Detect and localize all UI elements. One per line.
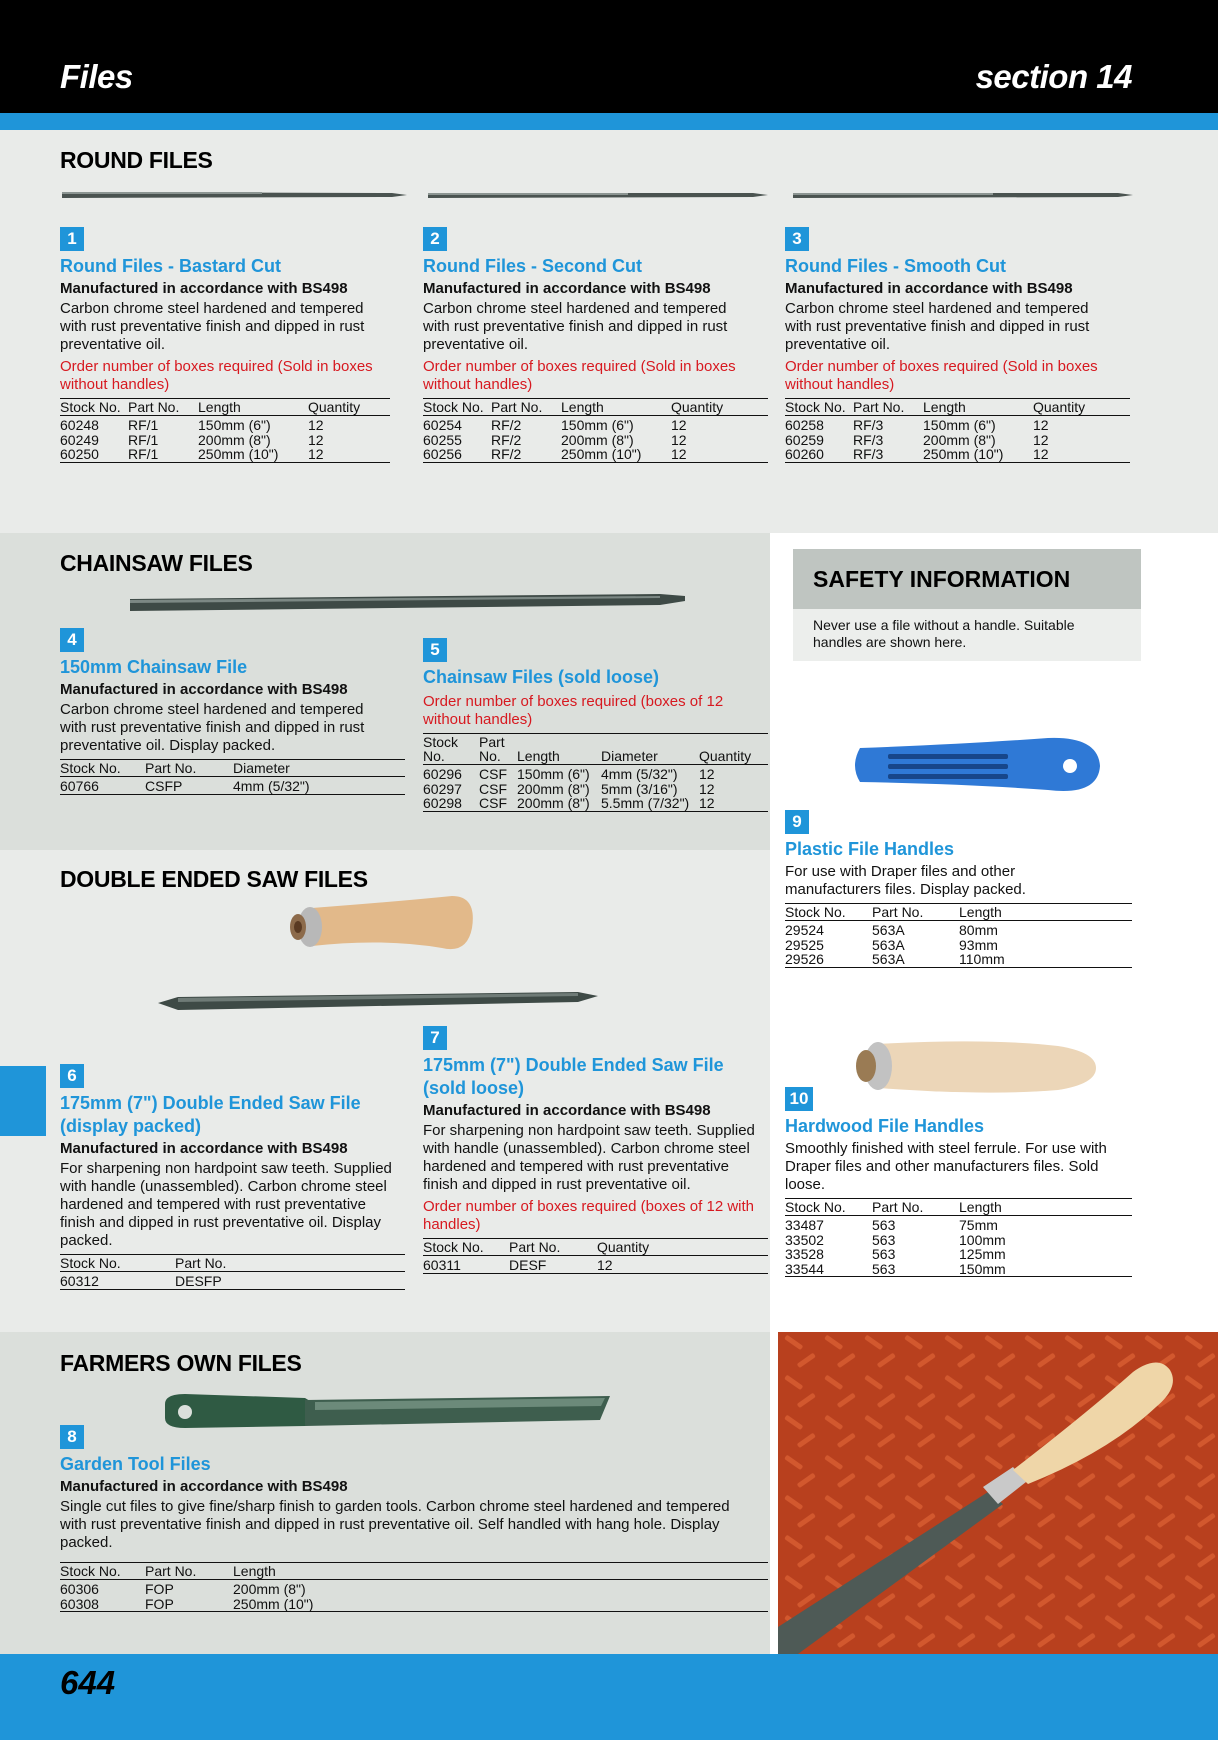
product-description: For use with Draper files and other manufacturers files. Display packed. (785, 863, 1026, 898)
column-header: Stock No. (785, 399, 853, 416)
column-header: Quantity (308, 399, 390, 416)
product-number: 5 (423, 638, 447, 662)
product-8 (60, 1425, 768, 1612)
section-title-chainsaw: CHAINSAW FILES (60, 550, 253, 576)
product-table (60, 398, 390, 463)
table-cell: 12 (308, 417, 324, 433)
column-header: Length (561, 399, 671, 416)
product-description: Carbon chrome steel hardened and tempered with rust preventative finish and dipped in rust preventative oil. Display packed. (60, 701, 365, 754)
table-cell: 60256 (423, 447, 491, 462)
table-row (785, 416, 1130, 433)
product-table (785, 903, 1132, 968)
table-cell: 12 (1033, 417, 1049, 433)
table-cell: 60306 (60, 1581, 99, 1597)
page-title: Files (60, 58, 133, 95)
table-cell: 75mm (959, 1217, 998, 1233)
order-note: Order number of boxes required (Sold in boxes without handles) (423, 358, 736, 393)
file-in-use-photo (778, 1332, 1218, 1654)
double-ended-file-image (158, 988, 598, 1014)
table-cell: RF/1 (128, 447, 198, 462)
column-header: Quantity (671, 399, 768, 416)
column-header: Part No. (491, 399, 561, 416)
table-cell: 29524 (785, 922, 824, 938)
table-row (60, 416, 390, 433)
product-9 (785, 810, 1132, 968)
table-cell: 60766 (60, 777, 145, 795)
column-header: Diameter (601, 734, 699, 765)
column-header: Part No. (128, 399, 198, 416)
table-row (60, 777, 405, 795)
product-number: 6 (60, 1064, 84, 1088)
table-row (60, 1580, 768, 1597)
product-standard: Manufactured in accordance with BS498 (60, 280, 348, 297)
table-cell: 563A (872, 952, 959, 967)
product-table (423, 398, 768, 463)
column-header: Part No. (872, 1199, 959, 1216)
table-row (785, 433, 1130, 448)
table-cell: 200mm (8") (517, 780, 590, 797)
safety-title: SAFETY INFORMATION (793, 549, 1141, 609)
order-note: Order number of boxes required (Sold in boxes without handles) (60, 358, 373, 393)
header-stripe (0, 113, 1218, 130)
table-cell: 150mm (959, 1262, 1132, 1277)
table-cell: 200mm (8") (923, 431, 996, 448)
table-cell: 33502 (785, 1231, 824, 1248)
table-cell: RF/1 (128, 431, 159, 448)
product-table (60, 1562, 768, 1612)
product-title: 150mm Chainsaw File (60, 657, 248, 677)
product-number: 7 (423, 1026, 447, 1050)
product-number: 4 (60, 628, 84, 652)
header-bar (0, 0, 1218, 113)
order-note: Order number of boxes required (Sold in boxes without handles) (785, 358, 1098, 393)
column-header: Stock No. (785, 1199, 872, 1216)
column-header: Quantity (1033, 399, 1130, 416)
product-table (785, 1198, 1132, 1277)
table-cell: 200mm (8") (233, 1581, 306, 1597)
column-header: Stock No. (423, 1239, 509, 1256)
table-row (785, 952, 1132, 967)
table-cell: 150mm (6") (198, 417, 271, 433)
column-header: Length (959, 1199, 1132, 1216)
table-cell: 60255 (423, 431, 462, 448)
section-label: section 14 (975, 58, 1132, 95)
table-row (785, 1247, 1132, 1262)
table-row (60, 433, 390, 448)
table-cell: 60297 (423, 780, 462, 797)
section-title-round: ROUND FILES (60, 147, 213, 173)
table-cell: RF/3 (853, 431, 884, 448)
product-description: Carbon chrome steel hardened and tempered with rust preventative finish and dipped in rust preventative oil. (423, 300, 728, 353)
footer-bar (0, 1654, 1218, 1740)
round-file-image-3 (793, 188, 1133, 202)
table-cell: 12 (671, 447, 768, 462)
table-cell: 200mm (8") (517, 796, 601, 811)
table-cell: 60296 (423, 766, 462, 782)
table-cell: 12 (699, 780, 715, 797)
table-row (60, 447, 390, 462)
table-cell: 150mm (6") (561, 417, 634, 433)
product-4 (60, 628, 405, 795)
table-row (785, 1216, 1132, 1233)
section-tab (0, 1066, 46, 1136)
column-header: Length (517, 734, 601, 765)
column-header: Stock No. (60, 399, 128, 416)
table-cell: 33487 (785, 1217, 824, 1233)
table-cell: 60254 (423, 417, 462, 433)
table-row (785, 921, 1132, 938)
column-header: Part No. (175, 1255, 405, 1272)
table-row (423, 765, 768, 782)
product-table (60, 759, 405, 795)
product-2 (423, 227, 768, 463)
column-header: Part No. (145, 1563, 233, 1580)
table-cell: 33544 (785, 1262, 872, 1277)
table-cell: FOP (145, 1597, 233, 1612)
table-row (785, 447, 1130, 462)
chainsaw-file-image (130, 592, 685, 616)
table-cell: 12 (671, 417, 687, 433)
table-cell: 60260 (785, 447, 853, 462)
table-cell: RF/2 (491, 447, 561, 462)
product-number: 8 (60, 1425, 84, 1449)
table-cell: 563 (872, 1231, 896, 1248)
table-cell: CSFP (145, 777, 233, 795)
order-note: Order number of boxes required (boxes of 12 without handles) (423, 693, 724, 728)
table-cell: 250mm (10") (233, 1597, 768, 1612)
table-cell: 150mm (6") (923, 417, 996, 433)
table-cell: RF/3 (853, 447, 923, 462)
column-header: Stock No. (785, 904, 872, 921)
table-cell: 563A (872, 936, 905, 953)
table-cell: FOP (145, 1581, 174, 1597)
product-number: 3 (785, 227, 809, 251)
order-note: Order number of boxes required (boxes of 12 with handles) (423, 1198, 755, 1233)
column-header: Part No. (872, 904, 959, 921)
column-header: Stock No. (60, 1563, 145, 1580)
table-cell: CSF (479, 796, 517, 811)
table-cell: 29526 (785, 952, 872, 967)
product-1 (60, 227, 390, 463)
column-header: Stock No. (60, 760, 145, 777)
table-cell: 60311 (423, 1256, 509, 1274)
product-title: 175mm (7") Double Ended Saw File (sold loose) (423, 1055, 724, 1098)
table-row (423, 796, 768, 811)
table-cell: 4mm (5/32") (601, 766, 678, 782)
product-number: 9 (785, 810, 809, 834)
product-number: 2 (423, 227, 447, 251)
table-cell: 4mm (5/32") (233, 777, 405, 795)
table-cell: 60259 (785, 431, 824, 448)
column-header: Length (959, 904, 1132, 921)
table-cell: 563 (872, 1246, 896, 1262)
table-cell: 5mm (3/16") (601, 780, 678, 797)
product-standard: Manufactured in accordance with BS498 (60, 1478, 348, 1495)
table-row (785, 938, 1132, 953)
table-cell: 60249 (60, 431, 99, 448)
plastic-handle-image (848, 730, 1103, 805)
table-cell: 12 (597, 1256, 768, 1274)
product-description: For sharpening non hardpoint saw teeth. Supplied with handle (unassembled). Carbon chrome steel hardened and tempered with rust preventative finish and dipped in rust preventative oil. (423, 1122, 755, 1193)
table-cell: 110mm (959, 952, 1132, 967)
product-title: Round Files - Bastard Cut (60, 256, 282, 276)
table-cell: 563 (872, 1217, 896, 1233)
table-cell: 12 (671, 431, 687, 448)
table-cell: 150mm (6") (517, 766, 590, 782)
column-header: Stock No. (60, 1255, 175, 1272)
table-cell: 12 (308, 431, 324, 448)
table-cell: 12 (699, 766, 715, 782)
table-cell: RF/3 (853, 417, 884, 433)
table-cell: 12 (699, 796, 768, 811)
column-header: Part No. (479, 734, 517, 765)
column-header: Part No. (509, 1239, 597, 1256)
product-6 (60, 1064, 405, 1290)
product-title: Hardwood File Handles (785, 1116, 985, 1136)
table-cell: 60258 (785, 417, 824, 433)
product-number: 10 (785, 1087, 813, 1111)
section-title-double: DOUBLE ENDED SAW FILES (60, 866, 368, 892)
product-title: Round Files - Smooth Cut (785, 256, 1006, 276)
table-cell: 200mm (8") (198, 431, 271, 448)
table-cell: RF/2 (491, 417, 522, 433)
table-cell: DESF (509, 1256, 597, 1274)
wooden-handle-image (272, 888, 482, 968)
product-title: Round Files - Second Cut (423, 256, 642, 276)
table-cell: 80mm (959, 922, 998, 938)
table-cell: 125mm (959, 1246, 1006, 1262)
table-cell: CSF (479, 766, 507, 782)
product-description: Carbon chrome steel hardened and tempered with rust preventative finish and dipped in rust preventative oil. (785, 300, 1090, 353)
product-title: Garden Tool Files (60, 1454, 211, 1474)
safety-text: Never use a file without a handle. Suitable handles are shown here. (813, 617, 1075, 650)
table-row (785, 1262, 1132, 1277)
photo-illustration (778, 1332, 1218, 1654)
table-cell: 33528 (785, 1246, 824, 1262)
table-row (423, 416, 768, 433)
table-cell: 93mm (959, 936, 998, 953)
round-file-image-2 (428, 188, 768, 202)
product-description: Single cut files to give fine/sharp finish to garden tools. Carbon chrome steel hardened and tempered with rust preventative finish and dipped in rust preventative oil. Self handled with hang hole. Display packed. (60, 1498, 730, 1551)
table-row (423, 782, 768, 797)
table-cell: 12 (308, 447, 390, 462)
table-cell: 250mm (10") (923, 447, 1033, 462)
product-table (423, 733, 768, 812)
product-number: 1 (60, 227, 84, 251)
column-header: Part No. (853, 399, 923, 416)
product-title: Plastic File Handles (785, 839, 955, 859)
table-cell: 12 (1033, 447, 1130, 462)
table-cell: 29525 (785, 936, 824, 953)
table-cell: 100mm (959, 1231, 1006, 1248)
table-cell: 563 (872, 1262, 959, 1277)
section-title-farmers: FARMERS OWN FILES (60, 1350, 302, 1376)
table-row (60, 1597, 768, 1612)
column-header: Stock No. (423, 399, 491, 416)
product-3 (785, 227, 1130, 463)
table-row (423, 433, 768, 448)
round-file-image-1 (62, 188, 407, 202)
table-cell: DESFP (175, 1272, 405, 1290)
product-description: Smoothly finished with steel ferrule. For use with Draper files and other manufacturers files. Sold loose. (785, 1140, 1107, 1193)
product-description: Carbon chrome steel hardened and tempered with rust preventative finish and dipped in rust preventative oil. (60, 300, 365, 353)
product-title: 175mm (7") Double Ended Saw File (display packed) (60, 1093, 361, 1136)
table-row (423, 447, 768, 462)
product-standard: Manufactured in accordance with BS498 (60, 1140, 348, 1157)
column-header: Stock No. (423, 734, 479, 765)
product-table (785, 398, 1130, 463)
table-cell: 60248 (60, 417, 99, 433)
table-cell: 563A (872, 922, 905, 938)
table-cell: RF/2 (491, 431, 522, 448)
product-5 (423, 638, 768, 812)
column-header: Length (198, 399, 308, 416)
product-table (423, 1238, 768, 1274)
table-row (60, 1272, 405, 1290)
product-description: For sharpening non hardpoint saw teeth. Supplied with handle (unassembled). Carbon chrome steel hardened and tempered with rust preventative finish and dipped in rust preventative oil. Display packed. (60, 1160, 392, 1249)
table-cell: 12 (1033, 431, 1049, 448)
table-cell: 250mm (10") (198, 447, 308, 462)
safety-box (793, 549, 1141, 661)
column-header: Length (233, 1563, 768, 1580)
table-cell: 60250 (60, 447, 128, 462)
product-standard: Manufactured in accordance with BS498 (423, 1102, 711, 1119)
product-standard: Manufactured in accordance with BS498 (785, 280, 1073, 297)
product-10 (785, 1087, 1132, 1277)
table-row (423, 1256, 768, 1274)
product-standard: Manufactured in accordance with BS498 (60, 681, 348, 698)
column-header: Quantity (597, 1239, 768, 1256)
table-cell: 200mm (8") (561, 431, 634, 448)
table-cell: 5.5mm (7/32") (601, 796, 699, 811)
column-header: Part No. (145, 760, 233, 777)
product-standard: Manufactured in accordance with BS498 (423, 280, 711, 297)
table-cell: 250mm (10") (561, 447, 671, 462)
column-header: Length (923, 399, 1033, 416)
table-cell: 60298 (423, 796, 479, 811)
table-cell: 60312 (60, 1272, 175, 1290)
table-cell: 60308 (60, 1597, 145, 1612)
table-cell: RF/1 (128, 417, 159, 433)
product-title: Chainsaw Files (sold loose) (423, 667, 660, 687)
column-header: Quantity (699, 734, 768, 765)
product-table (60, 1254, 405, 1290)
page-number: 644 (60, 1664, 116, 1701)
product-7 (423, 1026, 768, 1274)
column-header: Diameter (233, 760, 405, 777)
table-cell: CSF (479, 780, 507, 797)
table-row (785, 1233, 1132, 1248)
